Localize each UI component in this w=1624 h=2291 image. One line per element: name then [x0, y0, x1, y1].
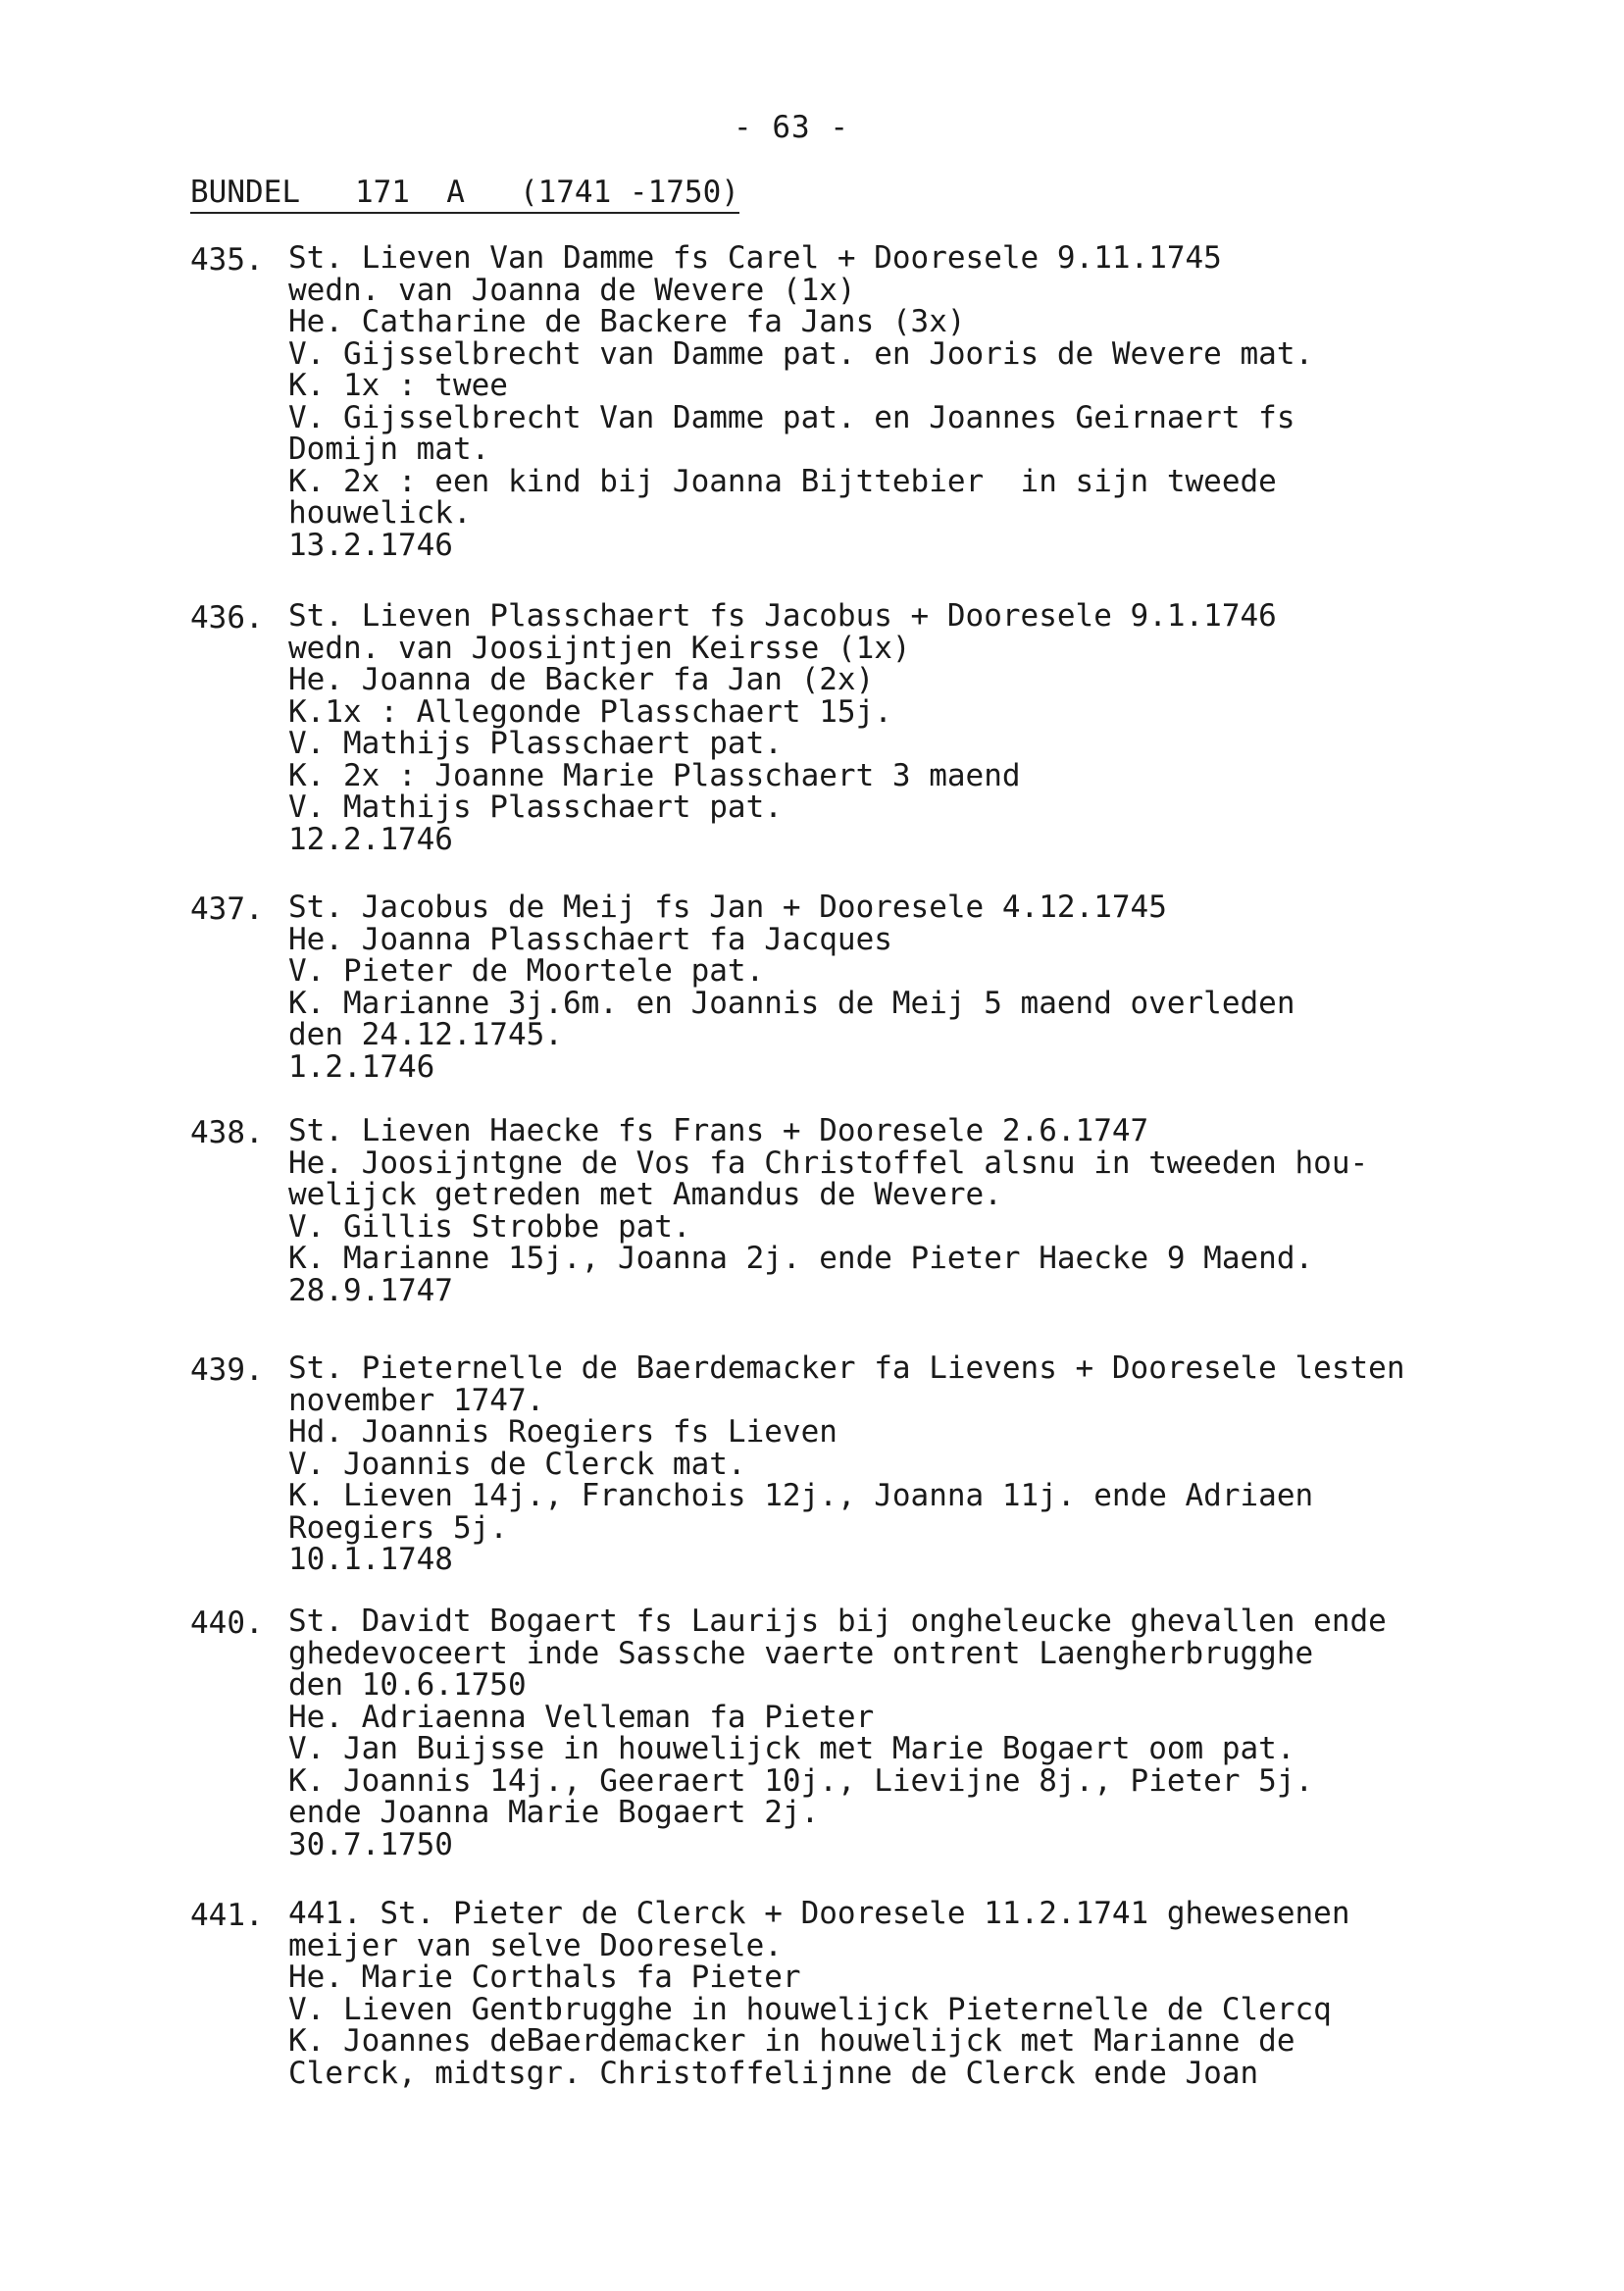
- entry-number: 435.: [190, 242, 264, 278]
- entry-line: V. Lieven Gentbrugghe in houwelijck Pieternelle de Clercq: [288, 1991, 1332, 2027]
- entry-number: 441.: [190, 1898, 264, 1933]
- entry-number: 440.: [190, 1605, 264, 1641]
- entry-line: 441. St. Pieter de Clerck + Dooresele 11.2.1741 ghewesenen: [288, 1896, 1350, 1931]
- entry-line: St. Lieven Plasschaert fs Jacobus + Dooresele 9.1.1746: [288, 598, 1277, 634]
- entry-line: meijer van selve Dooresele.: [288, 1927, 783, 1963]
- entry-line: V. Gijsselbrecht van Damme pat. en Jooris de Wevere mat.: [288, 335, 1314, 372]
- entry-line: V. Pieter de Moortele pat.: [288, 953, 765, 989]
- entry-line: 28.9.1747: [288, 1272, 453, 1308]
- entry-line: houwelick.: [288, 495, 472, 531]
- entry-line: St. Lieven Van Damme fs Carel + Dooresele 9.11.1745: [288, 240, 1222, 276]
- entry-number: 439.: [190, 1352, 264, 1388]
- entry-line: V. Gillis Strobbe pat.: [288, 1208, 691, 1245]
- entry-line: K. 1x : twee: [288, 368, 508, 403]
- entry-line: V. Mathijs Plasschaert pat.: [288, 726, 783, 761]
- entry-line: welijck getreden met Amandus de Wevere.: [288, 1177, 1002, 1212]
- entry-line: V. Gijsselbrecht Van Damme pat. en Joannes Geirnaert fs: [288, 399, 1295, 435]
- entry-text: [288, 600, 1277, 855]
- entry-text: [288, 1898, 1350, 2089]
- entry-line: 10.1.1748: [288, 1542, 453, 1577]
- entry-number: 437.: [190, 891, 264, 927]
- entry-line: St. Jacobus de Meij fs Jan + Dooresele 4.12.1745: [288, 890, 1167, 925]
- entry-line: Clerck, midtsgr. Christoffelijnne de Clerck ende Joan: [288, 2055, 1259, 2091]
- entry-line: He. Joanna de Backer fa Jan (2x): [288, 662, 875, 697]
- entry-line: K. Joannes deBaerdemacker in houwelijck met Marianne de: [288, 2023, 1295, 2059]
- entry-line: K. Lieven 14j., Franchois 12j., Joanna 11j. ende Adriaen: [288, 1478, 1314, 1513]
- entry-line: ende Joanna Marie Bogaert 2j.: [288, 1795, 820, 1830]
- section-heading: BUNDEL 171 A (1741 -1750): [190, 175, 739, 214]
- entry-line: V. Jan Buijsse in houwelijck met Marie Bogaert oom pat.: [288, 1731, 1295, 1766]
- entry-line: V. Mathijs Plasschaert pat.: [288, 789, 783, 825]
- entry-line: V. Joannis de Clerck mat.: [288, 1446, 746, 1482]
- entry-line: K. Marianne 15j., Joanna 2j. ende Pieter Haecke 9 Maend.: [288, 1241, 1314, 1276]
- entry-line: 13.2.1746: [288, 527, 453, 563]
- entry-line: ghedevoceert inde Sassche vaerte ontrent Laengherbrugghe: [288, 1635, 1314, 1671]
- entry-line: Roegiers 5j.: [288, 1509, 508, 1546]
- entry-line: He. Catharine de Backere fa Jans (3x): [288, 304, 966, 339]
- entry-line: 1.2.1746: [288, 1048, 435, 1085]
- entry-line: 30.7.1750: [288, 1826, 453, 1862]
- entry-line: K. 2x : Joanne Marie Plasschaert 3 maend: [288, 757, 1021, 793]
- entry-text: [288, 1115, 1368, 1306]
- entry-line: 12.2.1746: [288, 821, 453, 857]
- entry-line: St. Davidt Bogaert fs Laurijs bij ongheleucke ghevallen ende: [288, 1604, 1387, 1639]
- entry-number: 438.: [190, 1115, 264, 1150]
- page-number: - 63 -: [734, 110, 849, 145]
- entry-line: november 1747.: [288, 1382, 545, 1418]
- entry-text: [288, 1605, 1387, 1860]
- entry-line: He. Adriaenna Velleman fa Pieter: [288, 1699, 875, 1735]
- entry-text: [288, 891, 1295, 1083]
- entry-line: K. Marianne 3j.6m. en Joannis de Meij 5 maend overleden: [288, 985, 1295, 1021]
- entry-line: He. Joanna Plasschaert fa Jacques: [288, 921, 892, 957]
- entry-line: St. Lieven Haecke fs Frans + Dooresele 2.6.1747: [288, 1113, 1149, 1148]
- entry-line: den 24.12.1745.: [288, 1017, 563, 1052]
- entry-number: 436.: [190, 600, 264, 636]
- entry-line: K. 2x : een kind bij Joanna Bijttebier in sijn tweede: [288, 463, 1277, 499]
- entry-line: wedn. van Joanna de Wevere (1x): [288, 272, 856, 308]
- entry-line: He. Joosijntgne de Vos fa Christoffel alsnu in tweeden hou-: [288, 1145, 1369, 1181]
- entry-line: K. Joannis 14j., Geeraert 10j., Lievijne 8j., Pieter 5j.: [288, 1762, 1314, 1799]
- entry-text: [288, 242, 1313, 561]
- entry-line: wedn. van Joosijntjen Keirsse (1x): [288, 630, 911, 666]
- entry-line: Domijn mat.: [288, 432, 490, 467]
- entry-text: [288, 1352, 1404, 1576]
- entry-line: K.1x : Allegonde Plasschaert 15j.: [288, 693, 892, 730]
- entry-line: He. Marie Corthals fa Pieter: [288, 1960, 801, 1995]
- entry-line: den 10.6.1750: [288, 1667, 527, 1703]
- entry-line: St. Pieternelle de Baerdemacker fa Lievens + Dooresele lesten: [288, 1350, 1405, 1386]
- entry-line: Hd. Joannis Roegiers fs Lieven: [288, 1414, 837, 1450]
